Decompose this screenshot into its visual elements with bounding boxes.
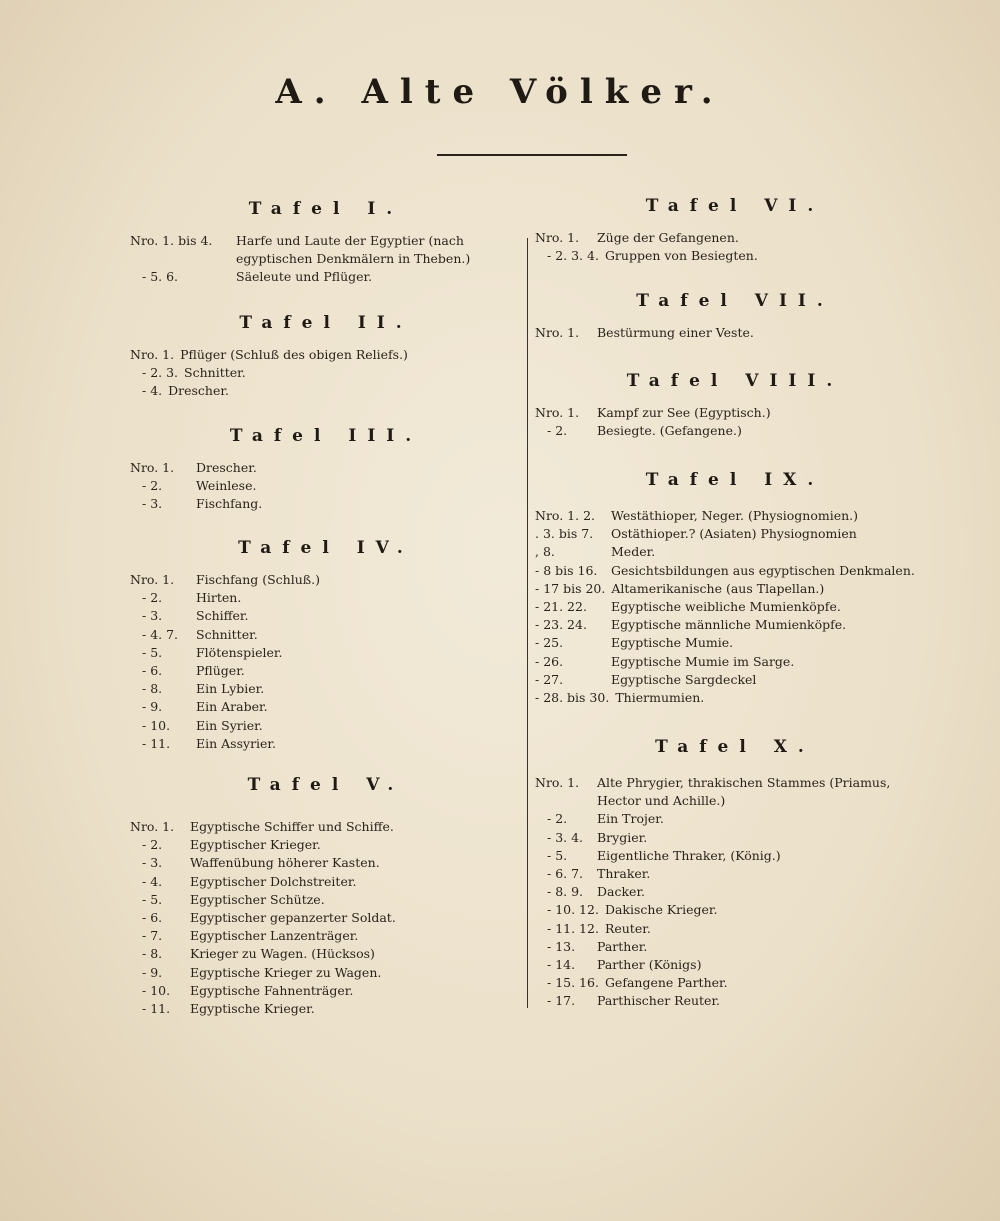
list-item (535, 324, 935, 342)
entry-number: - 4. 7. (142, 626, 179, 642)
entry-number: Nro. 1. (535, 405, 580, 420)
entry-text: Parther (Königs) (597, 957, 702, 973)
entry-number: - 2. (142, 590, 163, 606)
entry-text: Thiermumien. (615, 690, 705, 706)
entry-number: Nro. 1. bis 4. (130, 233, 213, 248)
list-item (535, 865, 935, 883)
entry-text: Parthischer Reuter. (597, 993, 721, 1009)
tafel-heading: Tafel IX. (645, 470, 825, 490)
tafel-section (130, 196, 522, 287)
list-item (535, 616, 935, 634)
list-item (535, 992, 935, 1010)
entry-text: Fischfang (Schluß.) (196, 572, 320, 587)
entry-text: Pflüger. (196, 663, 245, 679)
entry-number: - 4. (142, 383, 163, 399)
entry-number: Nro. 1. (130, 572, 175, 587)
entry-number: Nro. 1. (130, 819, 175, 834)
entry-text: Bestürmung einer Veste. (597, 325, 754, 340)
entry-text: Alte Phrygier, thrakischen Stammes (Priamus, Hector und Achille.) (597, 775, 891, 809)
entry-number: - 5. (547, 847, 568, 863)
entry-text: Ein Syrier. (196, 717, 263, 733)
entry-text: Waffenübung höherer Kasten. (190, 855, 380, 871)
list-item (130, 346, 522, 364)
tafel-section (535, 734, 935, 1011)
tafel-section (535, 467, 935, 707)
list-item (535, 634, 935, 652)
list-item (130, 854, 522, 872)
entry-text: Pflüger (Schluß des obigen Reliefs.) (180, 347, 408, 362)
entry-text: Egyptische Krieger zu Wagen. (190, 964, 382, 980)
entry-text: Altamerikanische (aus Tlapellan.) (611, 580, 825, 596)
page-title: A. Alte Völker. (275, 72, 725, 112)
entry-number: - 11. (142, 735, 171, 751)
list-item (535, 847, 935, 865)
entry-number: - 3. (142, 496, 163, 512)
entry-text: Egyptische Schiffer und Schiffe. (190, 819, 394, 834)
entry-text: Egyptischer Schütze. (190, 891, 325, 907)
entry-number: Nro. 1. (535, 230, 580, 245)
list-item (130, 717, 522, 735)
entry-number: - 14. (547, 957, 576, 973)
list-item (130, 495, 522, 513)
tafel-heading: Tafel X. (655, 737, 815, 757)
list-item (535, 920, 935, 938)
entry-text: Egyptische Mumie im Sarge. (611, 653, 795, 669)
tafel-heading: Tafel IV. (238, 538, 414, 558)
entry-number: Nro. 1. (535, 325, 580, 340)
list-item (535, 525, 935, 543)
entry-number: - 23. 24. (535, 617, 587, 633)
entry-text: Weinlese. (196, 478, 257, 494)
entry-number: - 6. (142, 910, 163, 926)
entry-text: Züge der Gefangenen. (597, 230, 739, 245)
entry-text: Reuter. (604, 920, 651, 936)
entry-number: - 8. (142, 681, 163, 697)
list-item (130, 477, 522, 495)
list-item (130, 909, 522, 927)
entry-number: - 2. (547, 811, 568, 827)
entry-number: - 2. 3. (142, 365, 179, 381)
tafel-section (130, 535, 522, 753)
entry-text: Flötenspieler. (196, 644, 283, 660)
entry-text: Gefangene Parther. (604, 975, 728, 991)
entry-text: Dakische Krieger. (604, 902, 718, 918)
entry-text: Egyptische männliche Mumienköpfe. (611, 617, 847, 633)
entry-text: Parther. (597, 938, 648, 954)
entry-number: - 2. (547, 423, 568, 439)
list-item (130, 662, 522, 680)
entry-number: - 2. (142, 837, 163, 853)
entry-text: Ein Araber. (196, 699, 268, 715)
entry-text: Kampf zur See (Egyptisch.) (597, 405, 771, 420)
entry-number: - 28. bis 30. (535, 690, 610, 706)
tafel-section (130, 772, 522, 1018)
entry-text: Brygier. (597, 829, 648, 845)
list-item (535, 247, 935, 265)
entry-text: Drescher. (196, 460, 257, 475)
entry-number: - 21. 22. (535, 599, 587, 615)
list-item (535, 671, 935, 689)
entry-text: Ostäthioper.? (Asiaten) Physiognomien (611, 526, 857, 542)
tafel-heading: Tafel V. (247, 775, 405, 795)
list-item (130, 571, 522, 589)
entry-text: Schnitter. (184, 365, 246, 381)
tafel-section (535, 193, 935, 265)
list-item (130, 873, 522, 891)
list-item (130, 644, 522, 662)
entry-text: Westäthioper, Neger. (Physiognomien.) (611, 508, 859, 523)
list-item (535, 938, 935, 956)
list-item (535, 774, 935, 810)
list-item (535, 901, 935, 919)
entry-number: - 3. 4. (547, 829, 584, 845)
entry-number: - 5. (142, 644, 163, 660)
list-item (130, 268, 522, 286)
entry-text: Gesichtsbildungen aus egyptischen Denkmalen. (611, 562, 915, 578)
entry-number: - 5. (142, 891, 163, 907)
entry-number: - 13. (547, 938, 576, 954)
list-item (535, 562, 935, 580)
entry-number: - 8. 9. (547, 884, 584, 900)
list-item (535, 229, 935, 247)
entry-number: - 3. (142, 855, 163, 871)
entry-text: Fischfang. (196, 496, 263, 512)
entry-number: - 17 bis 20. (535, 580, 606, 596)
list-item (535, 653, 935, 671)
entry-number: - 8. (142, 946, 163, 962)
entry-number: - 5. 6. (142, 269, 179, 285)
entry-number: - 27. (535, 671, 564, 687)
entry-text: Besiegte. (Gefangene.) (597, 423, 742, 439)
list-item (130, 927, 522, 945)
entry-number: - 25. (535, 635, 564, 651)
list-item (130, 459, 522, 477)
entry-number: - 10. (142, 982, 171, 998)
entry-number: - 26. (535, 653, 564, 669)
entry-text: Thraker. (597, 866, 651, 882)
list-item (130, 589, 522, 607)
list-item (535, 974, 935, 992)
entry-text: Egyptischer Krieger. (190, 837, 321, 853)
list-item (130, 945, 522, 963)
list-item (535, 598, 935, 616)
list-item (535, 543, 935, 561)
list-item (130, 607, 522, 625)
list-item (130, 626, 522, 644)
entry-number: - 15. 16. (547, 975, 599, 991)
entry-number: - 8 bis 16. (535, 562, 598, 578)
entry-text: Ein Trojer. (597, 811, 664, 827)
entry-number: - 2. (142, 478, 163, 494)
list-item (535, 507, 935, 525)
title-rule (437, 154, 627, 156)
entry-number: Nro. 1. (130, 347, 175, 362)
list-item (535, 956, 935, 974)
entry-text: Schnitter. (196, 626, 258, 642)
entry-number: - 3. (142, 608, 163, 624)
entry-number: - 2. 3. 4. (547, 248, 599, 264)
list-item (130, 364, 522, 382)
entry-text: Egyptische Sargdeckel (611, 671, 757, 687)
tafel-section (130, 310, 522, 401)
list-item (130, 698, 522, 716)
column-divider (527, 238, 528, 1008)
entry-number: . 3. bis 7. (535, 526, 594, 542)
list-item (535, 404, 935, 422)
entry-number: - 6. (142, 663, 163, 679)
entry-text: Ein Lybier. (196, 681, 265, 697)
list-item (130, 982, 522, 1000)
list-item (130, 1000, 522, 1018)
entry-text: Egyptischer Lanzenträger. (190, 928, 359, 944)
tafel-heading: Tafel I. (248, 199, 404, 219)
tafel-heading: Tafel VI. (645, 196, 825, 216)
entry-text: Meder. (611, 544, 656, 560)
entry-number: Nro. 1. (130, 460, 175, 475)
entry-text: Hirten. (196, 590, 242, 606)
entry-number: - 6. 7. (547, 866, 584, 882)
entry-number: , 8. (535, 544, 555, 560)
tafel-section (130, 423, 522, 514)
entry-number: - 11. (142, 1001, 171, 1017)
entry-text: Egyptischer Dolchstreiter. (190, 873, 357, 889)
entry-number: - 11. 12. (547, 920, 599, 936)
tafel-heading: Tafel VIII. (626, 371, 844, 391)
entry-number: Nro. 1. 2. (535, 508, 595, 523)
entry-number: - 10. 12. (547, 902, 599, 918)
entry-text: Egyptische Krieger. (190, 1001, 315, 1017)
list-item (535, 883, 935, 901)
entry-number: - 10. (142, 717, 171, 733)
list-item (130, 818, 522, 836)
list-item (130, 836, 522, 854)
entry-number: - 4. (142, 873, 163, 889)
entry-text: Dacker. (597, 884, 646, 900)
entry-number: - 9. (142, 964, 163, 980)
entry-text: Egyptische Mumie. (611, 635, 734, 651)
tafel-section (535, 368, 935, 440)
entry-text: Krieger zu Wagen. (Hücksos) (190, 946, 375, 962)
list-item (130, 232, 522, 268)
entry-text: Harfe und Laute der Egyptier (nach egyptischen Denkmälern in Theben.) (236, 233, 471, 267)
tafel-heading: Tafel III. (229, 426, 423, 446)
tafel-section (535, 288, 935, 342)
list-item (535, 422, 935, 440)
list-item (130, 735, 522, 753)
entry-text: Drescher. (168, 383, 229, 399)
list-item (130, 964, 522, 982)
tafel-heading: Tafel VII. (636, 291, 834, 311)
entry-text: Egyptische Fahnenträger. (190, 982, 354, 998)
entry-text: Säeleute und Pflüger. (236, 269, 373, 285)
list-item (535, 689, 935, 707)
list-item (535, 829, 935, 847)
tafel-heading: Tafel II. (239, 313, 413, 333)
entry-number: - 7. (142, 928, 163, 944)
entry-number: Nro. 1. (535, 775, 580, 790)
entry-text: Gruppen von Besiegten. (604, 248, 758, 264)
entry-number: - 17. (547, 993, 576, 1009)
entry-number: - 9. (142, 699, 163, 715)
entry-text: Egyptischer gepanzerter Soldat. (190, 910, 396, 926)
list-item (130, 382, 522, 400)
list-item (130, 680, 522, 698)
list-item (535, 810, 935, 828)
entry-text: Egyptische weibliche Mumienköpfe. (611, 599, 841, 615)
entry-text: Ein Assyrier. (196, 735, 277, 751)
entry-text: Eigentliche Thraker, (König.) (597, 847, 781, 863)
list-item (130, 891, 522, 909)
list-item (535, 580, 935, 598)
entry-text: Schiffer. (196, 608, 249, 624)
